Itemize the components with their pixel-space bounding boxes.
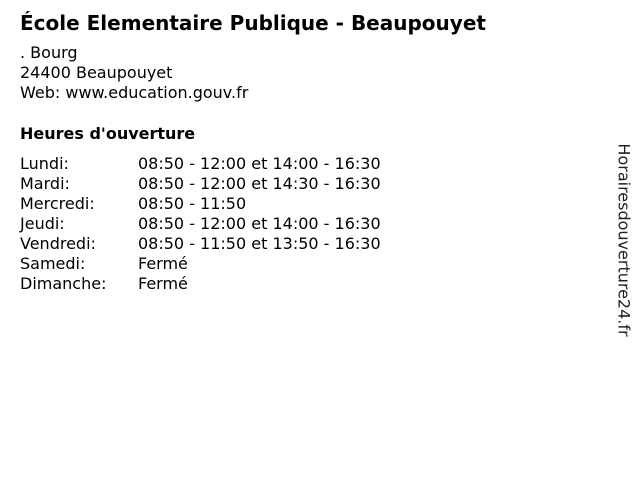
- watermark-text: Horairesdouverture24.fr: [615, 143, 635, 337]
- address-block: [20, 43, 248, 103]
- day-label: Mercredi:: [20, 194, 95, 213]
- day-hours: 08:50 - 11:50 et 13:50 - 16:30: [138, 234, 381, 253]
- hours-row-monday: [20, 154, 381, 174]
- hours-row-tuesday: [20, 174, 381, 194]
- hours-row-wednesday: [20, 194, 381, 214]
- page-title: École Elementaire Publique - Beaupouyet: [20, 11, 486, 35]
- watermark: [610, 135, 638, 345]
- day-hours: 08:50 - 11:50: [138, 194, 247, 213]
- day-label: Mardi:: [20, 174, 70, 193]
- address-web: Web: www.education.gouv.fr: [20, 83, 249, 102]
- day-label: Vendredi:: [20, 234, 96, 253]
- hours-heading: Heures d'ouverture: [20, 124, 196, 143]
- day-label: Lundi:: [20, 154, 69, 173]
- day-hours: 08:50 - 12:00 et 14:00 - 16:30: [138, 214, 381, 233]
- day-hours: Fermé: [138, 274, 188, 293]
- day-label: Jeudi:: [20, 214, 65, 233]
- hours-row-saturday: [20, 254, 381, 274]
- day-hours: Fermé: [138, 254, 188, 273]
- day-hours: 08:50 - 12:00 et 14:30 - 16:30: [138, 174, 381, 193]
- address-street: . Bourg: [20, 43, 78, 62]
- hours-table: [20, 154, 381, 294]
- day-hours: 08:50 - 12:00 et 14:00 - 16:30: [138, 154, 381, 173]
- hours-row-thursday: [20, 214, 381, 234]
- day-label: Dimanche:: [20, 274, 107, 293]
- hours-row-friday: [20, 234, 381, 254]
- hours-row-sunday: [20, 274, 381, 294]
- day-label: Samedi:: [20, 254, 86, 273]
- address-city: 24400 Beaupouyet: [20, 63, 173, 82]
